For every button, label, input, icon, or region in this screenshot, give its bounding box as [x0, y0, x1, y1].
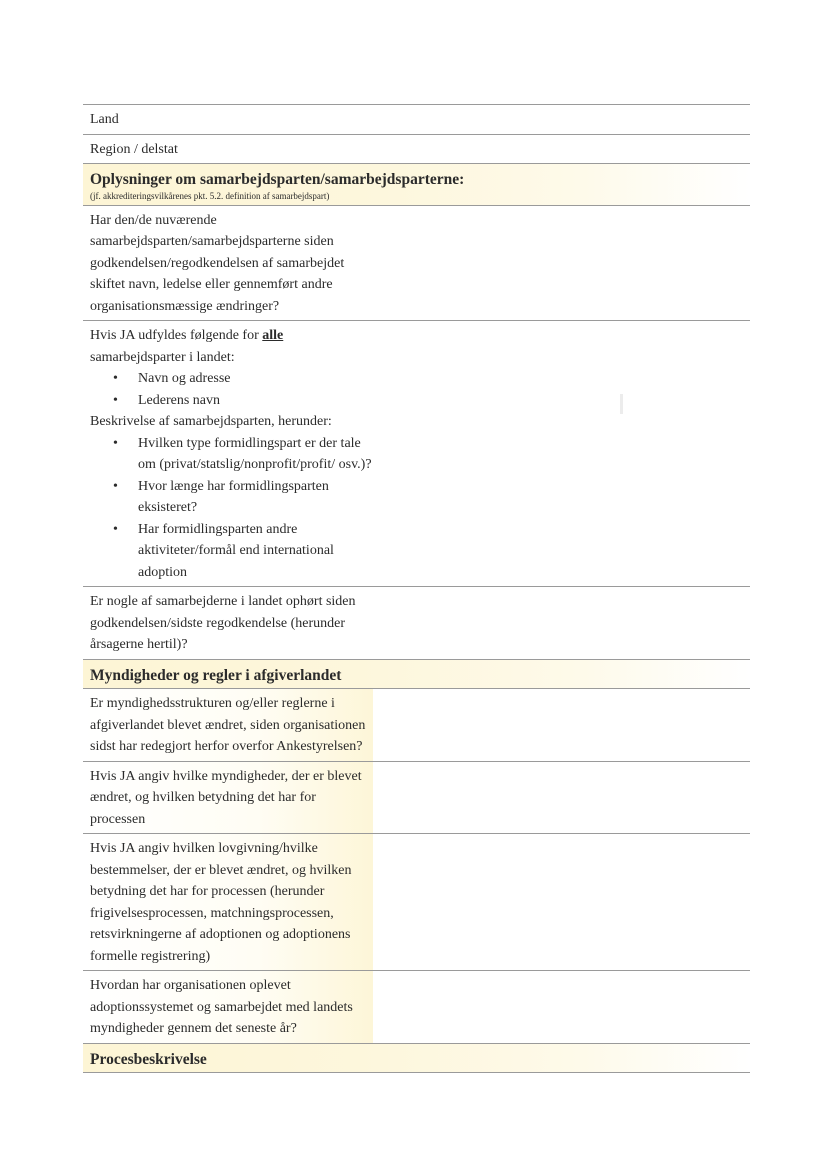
row-authority-header	[83, 660, 750, 690]
question-ended-collaborations: Er nogle af samarbejderne i landet ophørt siden godkendelsen/sidste regodkendelse (herunder årsagerne hertil)?	[90, 594, 356, 652]
list-item: • Navn og adresse	[110, 368, 373, 390]
row-q2	[83, 321, 750, 587]
row-region	[83, 135, 750, 165]
row-q6	[83, 834, 750, 971]
list-item: • Har formidlingsparten andre aktiviteter/formål end international adoption	[110, 519, 373, 584]
region-label: Region / delstat	[90, 141, 178, 157]
authority-section-heading: Myndigheder og regler i afgiverlandet	[90, 666, 342, 684]
row-q4	[83, 689, 750, 762]
partner-heading-reference: (jf. akkrediteringsvilkårenes pkt. 5.2. definition af samarbejdspart)	[90, 190, 330, 201]
intro-emphasis: alle	[262, 328, 284, 343]
process-section-heading: Procesbeskrivelse	[90, 1050, 207, 1068]
partner-description-intro: Beskrivelse af samarbejdsparten, herunder:	[90, 414, 332, 429]
row-q5	[83, 762, 750, 835]
list-item: • Hvilken type formidlingspart er der tale om (privat/statslig/nonprofit/profit/ osv.)?	[110, 433, 373, 476]
partner-description-list	[90, 433, 373, 584]
row-q1	[83, 206, 750, 322]
list-item: • Hvor længe har formidlingsparten eksisteret?	[110, 476, 373, 519]
scan-artifact	[620, 394, 623, 414]
question-authority-changes: Er myndighedsstrukturen og/eller reglerne i afgiverlandet blevet ændret, siden organisationen sidst har redegjort herfor overfor Ankestyrelsen?	[83, 689, 373, 761]
question-experience: Hvordan har organisationen oplevet adoptionssystemet og samarbejdet med landets myndigheder gennem det seneste år?	[83, 971, 373, 1043]
form-table	[83, 104, 750, 1073]
partner-section-heading	[83, 164, 743, 205]
row-land	[83, 105, 750, 135]
intro-prefix: Hvis JA udfyldes følgende for	[90, 328, 263, 343]
partner-heading-text: Oplysninger om samarbejdsparten/samarbejdsparterne:	[90, 171, 465, 188]
row-q3	[83, 587, 750, 660]
partner-details-list	[90, 368, 373, 411]
row-process-header	[83, 1044, 750, 1074]
partner-details-intro	[90, 325, 373, 368]
intro-suffix: samarbejdsparter i landet:	[90, 349, 235, 365]
land-label: Land	[90, 112, 119, 127]
question-partner-details	[83, 321, 373, 586]
list-item: • Lederens navn	[110, 390, 373, 412]
question-which-legislation: Hvis JA angiv hvilken lovgivning/hvilke bestemmelser, der er blevet ændret, og hvilken betydning det har for processen (herunder frigivelsesprocessen, matchningsprocessen, retsvirkningerne af adoptionen og adoptionens formelle registrering)	[83, 834, 373, 970]
question-which-authorities: Hvis JA angiv hvilke myndigheder, der er blevet ændret, og hvilken betydning det har for processen	[83, 762, 373, 834]
row-q7	[83, 971, 750, 1044]
row-partner-header	[83, 164, 750, 206]
question-partner-changes: Har den/de nuværende samarbejdsparten/samarbejdsparterne siden godkendelsen/regodkendelsen af samarbejdet skiftet navn, ledelse eller gennemført andre organisationsmæssige ændringer?	[90, 212, 345, 314]
